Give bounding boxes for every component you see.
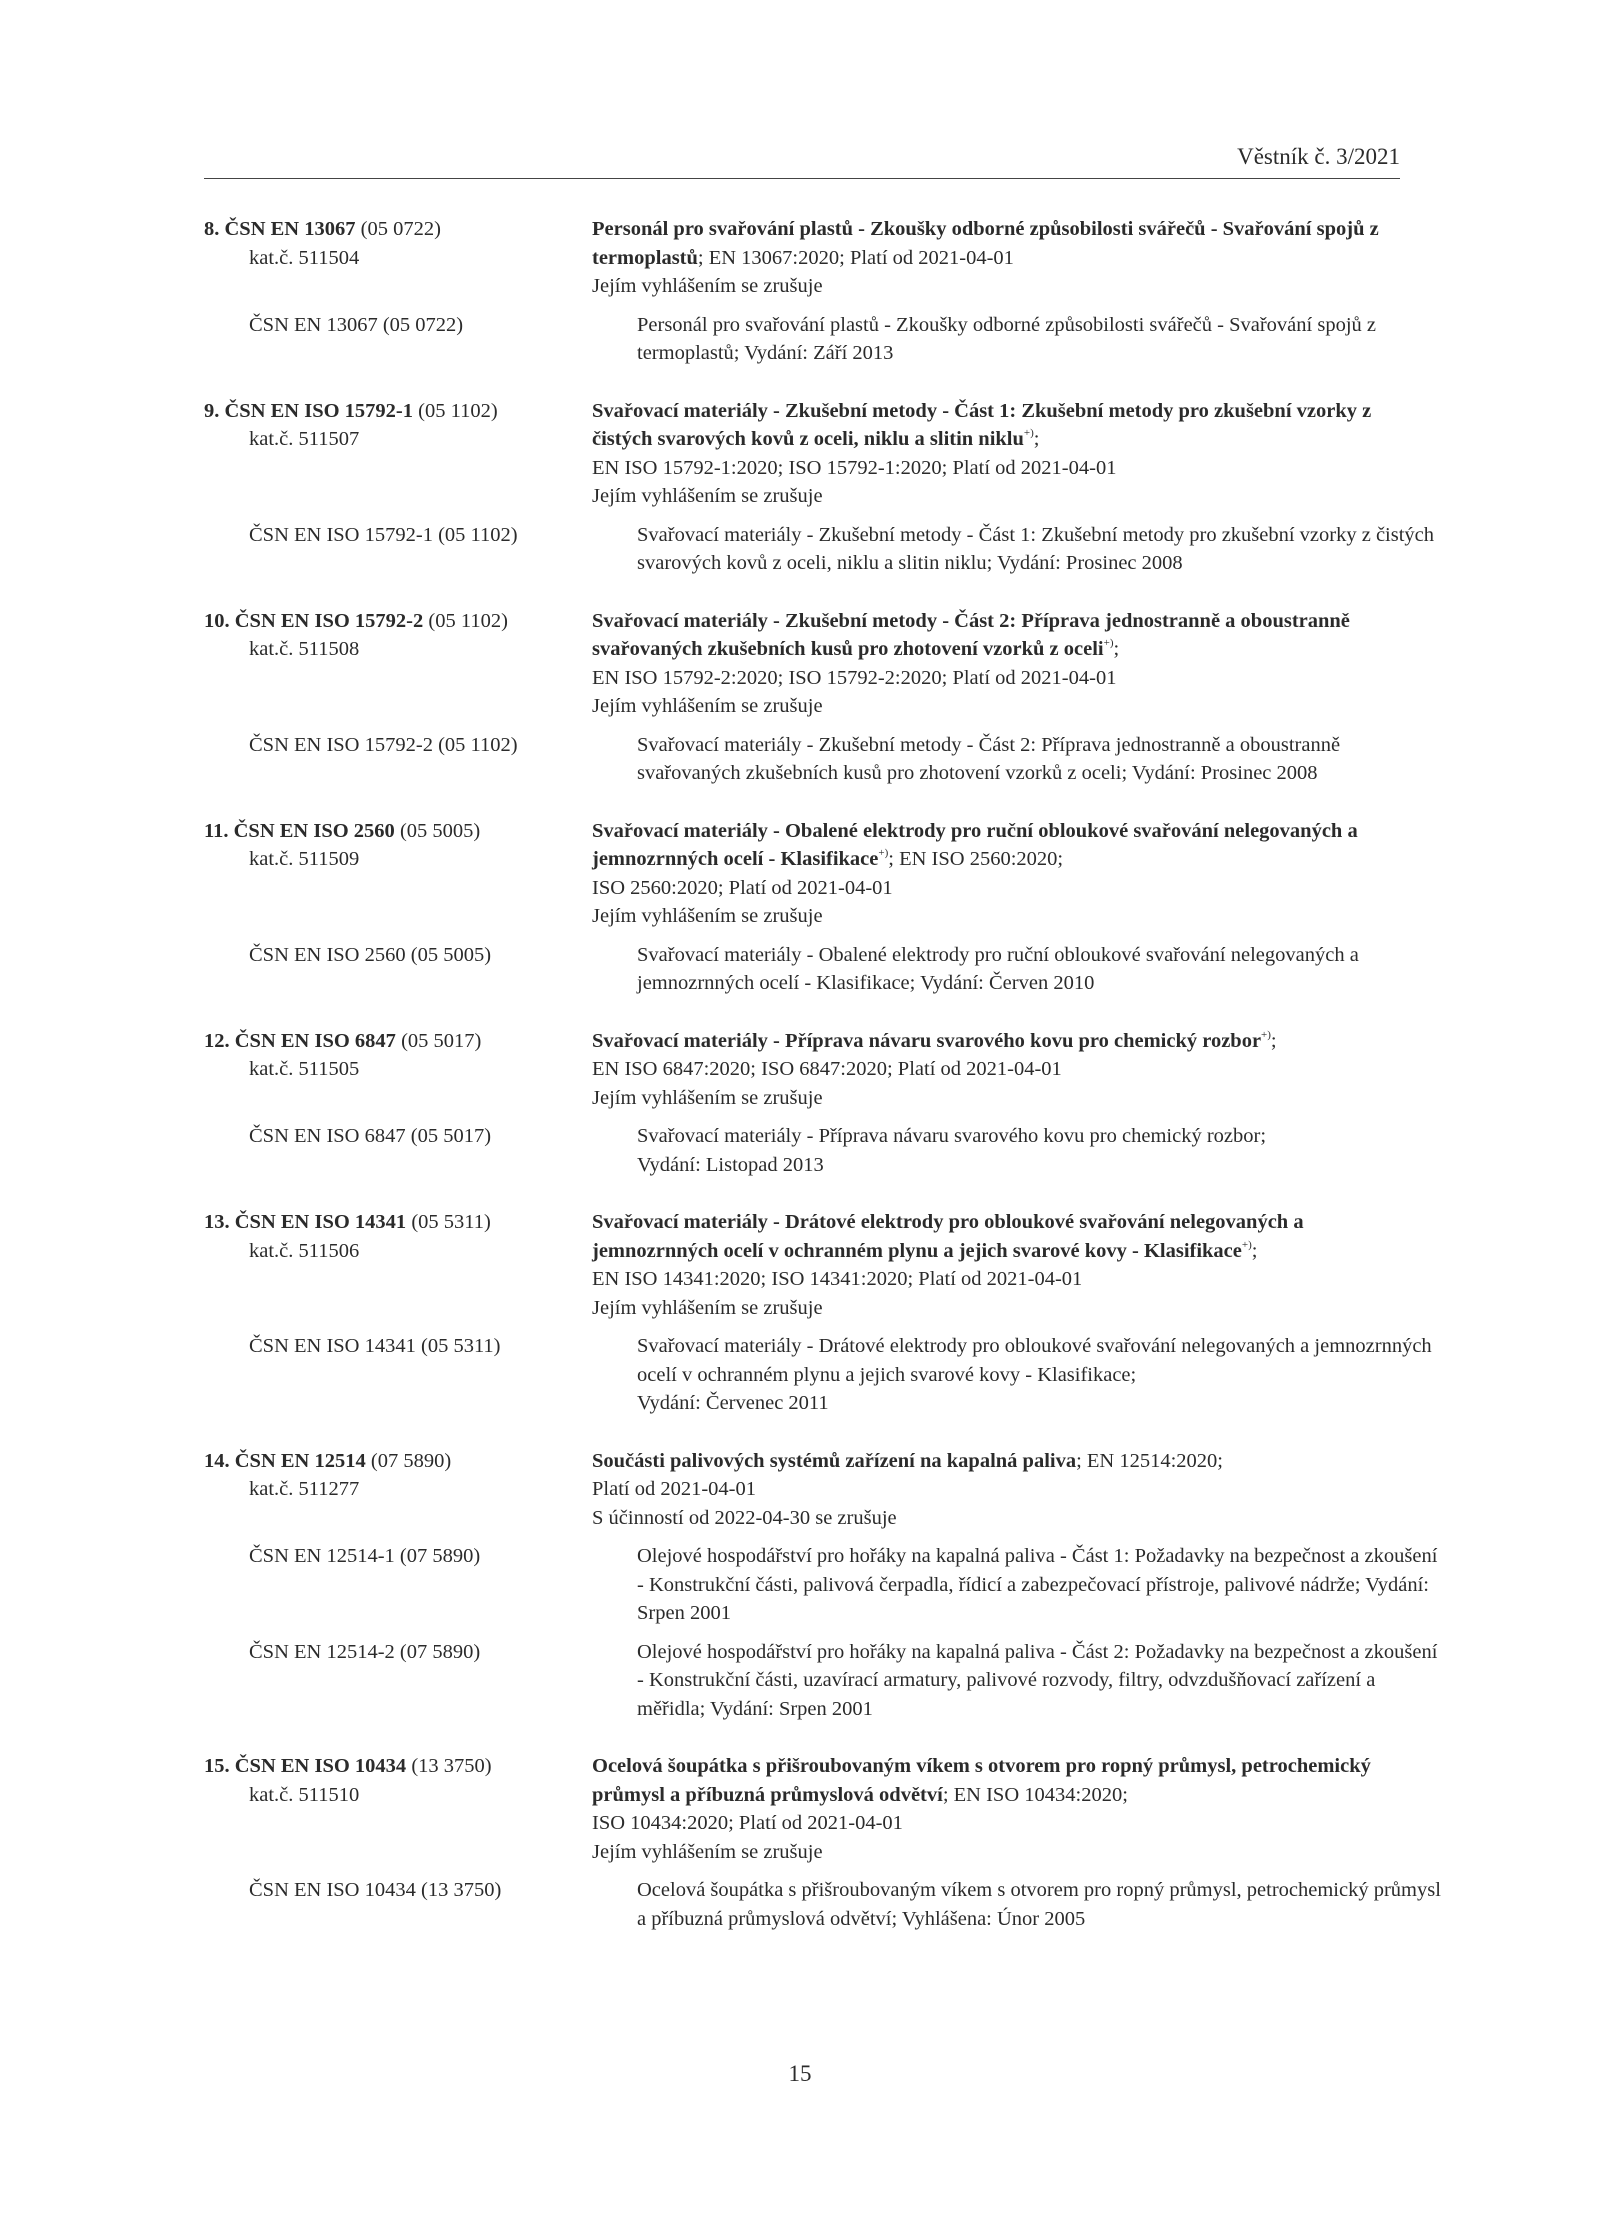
standard-class: (07 5890) bbox=[365, 1449, 452, 1472]
replaced-standard-row bbox=[204, 521, 1435, 578]
standard-title-block bbox=[592, 817, 1400, 903]
standard-description bbox=[592, 1208, 1400, 1322]
footnote-mark: +) bbox=[1103, 637, 1114, 649]
standard-code-line bbox=[204, 1208, 592, 1237]
catalog-number: kat.č. 511510 bbox=[249, 1783, 360, 1806]
standard-title-block bbox=[592, 1447, 1400, 1504]
standard-entry bbox=[204, 1208, 1432, 1418]
standard-entry bbox=[204, 1027, 1400, 1180]
withdrawal-note: Jejím vyhlášením se zrušuje bbox=[592, 905, 823, 927]
withdrawal-note: Jejím vyhlášením se zrušuje bbox=[592, 485, 823, 507]
standard-code: ČSN EN ISO 6847 bbox=[234, 1029, 396, 1052]
replaced-standard-title: Svařovací materiály - Zkušební metody - Část 2: Příprava jednostranně a oboustranně svařovaných zkušebních kusů pro zhotovení vzorků z oceli; Vydání: Prosinec 2008 bbox=[637, 733, 1341, 784]
standard-meta: ; EN ISO 15792-1:2020; ISO 15792-1:2020; Platí od 2021-04-01 bbox=[592, 428, 1117, 479]
standard-title-block bbox=[592, 397, 1400, 483]
journal-title: Věstník č. 3/2021 bbox=[1237, 144, 1400, 169]
standard-class: (05 5005) bbox=[394, 819, 481, 842]
standard-class: (05 0722) bbox=[355, 218, 441, 240]
standard-row bbox=[204, 1752, 1400, 1866]
standard-code: ČSN EN ISO 10434 bbox=[234, 1755, 407, 1777]
standard-class: (13 3750) bbox=[406, 1755, 492, 1777]
standard-meta: ; EN 12514:2020; Platí od 2021-04-01 bbox=[592, 1449, 1224, 1500]
standard-title: Svařovací materiály - Příprava návaru svarového kovu pro chemický rozbor bbox=[592, 1029, 1262, 1052]
catalog-number: kat.č. 511509 bbox=[249, 848, 360, 870]
standard-id bbox=[204, 607, 592, 721]
standard-description bbox=[592, 817, 1400, 931]
standard-row bbox=[204, 607, 1400, 721]
standard-code: ČSN EN ISO 2560 bbox=[233, 819, 395, 842]
standard-code: ČSN EN 13067 bbox=[224, 218, 356, 240]
standard-class: (05 5311) bbox=[406, 1211, 491, 1233]
replaced-standard-code: ČSN EN 12514-2 (07 5890) bbox=[249, 1640, 481, 1663]
standard-id bbox=[204, 817, 592, 931]
replaced-standard-title: Ocelová šoupátka s přišroubovaným víkem s otvorem pro ropný průmysl, petrochemický průmysl a příbuzná průmyslová odvětví; Vyhlášena: Únor 2005 bbox=[637, 1879, 1441, 1930]
standard-title-block bbox=[592, 607, 1400, 693]
standard-row bbox=[204, 1447, 1400, 1533]
standard-title: Součásti palivových systémů zařízení na kapalná paliva bbox=[592, 1449, 1077, 1472]
catalog-number: kat.č. 511504 bbox=[249, 246, 360, 269]
standard-description bbox=[592, 1447, 1400, 1533]
catalog-number: kat.č. 511505 bbox=[249, 1058, 360, 1080]
withdrawal-note: Jejím vyhlášením se zrušuje bbox=[592, 275, 823, 297]
standard-meta: ; EN ISO 15792-2:2020; ISO 15792-2:2020; Platí od 2021-04-01 bbox=[592, 638, 1120, 689]
standard-row bbox=[204, 1208, 1400, 1322]
withdrawal-note: Jejím vyhlášením se zrušuje bbox=[592, 1296, 823, 1319]
catalog-number: kat.č. 511506 bbox=[249, 1239, 360, 1262]
replaced-standard-code: ČSN EN 12514-1 (07 5890) bbox=[249, 1545, 481, 1567]
standard-title: Svařovací materiály - Zkušební metody - Část 1: Zkušební metody pro zkušební vzorky z čistých svarových kovů z oceli, niklu a slitin niklu bbox=[592, 399, 1372, 450]
standard-title-block bbox=[592, 215, 1400, 272]
replaced-standard-code: ČSN EN ISO 15792-2 (05 1102) bbox=[249, 733, 518, 756]
standard-id bbox=[204, 1752, 592, 1866]
page-header bbox=[204, 140, 1400, 179]
standard-id bbox=[204, 1447, 592, 1533]
standard-entry bbox=[204, 607, 1400, 788]
standard-title: Svařovací materiály - Obalené elektrody pro ruční obloukové svařování nelegovaných a jemnozrnných ocelí - Klasifikace bbox=[592, 819, 1358, 870]
standard-meta: ; EN ISO 10434:2020; ISO 10434:2020; Platí od 2021-04-01 bbox=[592, 1783, 1128, 1834]
replaced-standard-code: ČSN EN ISO 2560 (05 5005) bbox=[249, 943, 492, 966]
standard-code-line bbox=[204, 607, 592, 636]
standard-meta: ; EN ISO 6847:2020; ISO 6847:2020; Platí od 2021-04-01 bbox=[592, 1029, 1277, 1080]
standard-id bbox=[204, 1208, 592, 1322]
standard-description bbox=[592, 215, 1400, 301]
page-number: 15 bbox=[788, 2061, 812, 2086]
entry-number: 10. bbox=[204, 609, 230, 632]
standards-list bbox=[204, 215, 1441, 1962]
replaced-standard-title: Svařovací materiály - Příprava návaru svarového kovu pro chemický rozbor; Vydání: Listopad 2013 bbox=[637, 1125, 1267, 1176]
standard-meta: ; EN 13067:2020; Platí od 2021-04-01 bbox=[697, 246, 1014, 269]
standard-title-block bbox=[592, 1208, 1400, 1294]
standard-title-block bbox=[592, 1027, 1400, 1084]
standard-code: ČSN EN ISO 15792-1 bbox=[224, 399, 414, 422]
replaced-standard-row bbox=[204, 731, 1400, 788]
standard-meta: ; EN ISO 2560:2020; ISO 2560:2020; Platí od 2021-04-01 bbox=[592, 848, 1064, 899]
replaced-standard-row bbox=[204, 941, 1400, 998]
replaced-standard-title: Svařovací materiály - Drátové elektrody pro obloukové svařování nelegovaných a jemnozrnných ocelí v ochranném plynu a jejich svarové kovy - Klasifikace; Vydání: Červenec 2011 bbox=[637, 1335, 1432, 1414]
catalog-number: kat.č. 511507 bbox=[249, 428, 360, 450]
standard-code-line bbox=[204, 1027, 592, 1056]
replaced-standard-row bbox=[204, 1638, 1438, 1724]
replaced-standard-row bbox=[204, 311, 1400, 368]
catalog-number: kat.č. 511277 bbox=[249, 1478, 360, 1500]
standard-code-line bbox=[204, 817, 592, 846]
standard-code: ČSN EN ISO 14341 bbox=[234, 1211, 407, 1233]
standard-row bbox=[204, 817, 1400, 931]
entry-number: 13. bbox=[204, 1211, 230, 1233]
entry-number: 14. bbox=[204, 1449, 230, 1472]
standard-id bbox=[204, 397, 592, 511]
entry-number: 11. bbox=[204, 819, 229, 842]
catalog-number: kat.č. 511508 bbox=[249, 638, 360, 660]
replaced-standard-title: Olejové hospodářství pro hořáky na kapalná paliva - Část 1: Požadavky na bezpečnost a zkoušení - Konstrukční části, palivová čerpadla, řídicí a zabezpečovací přístroje, palivové nádrže; Vydání: Srpen 2001 bbox=[637, 1545, 1438, 1624]
standard-description bbox=[592, 1752, 1400, 1866]
standard-id bbox=[204, 1027, 592, 1113]
standard-class: (05 5017) bbox=[395, 1029, 482, 1052]
footnote-mark: +) bbox=[878, 847, 889, 859]
withdrawal-note: Jejím vyhlášením se zrušuje bbox=[592, 1840, 823, 1863]
standard-description bbox=[592, 397, 1400, 511]
entry-number: 9. bbox=[204, 399, 220, 422]
standard-row bbox=[204, 1027, 1400, 1113]
standard-entry bbox=[204, 397, 1435, 578]
footnote-mark: +) bbox=[1023, 427, 1034, 439]
replaced-standard-title: Olejové hospodářství pro hořáky na kapalná paliva - Část 2: Požadavky na bezpečnost a zkoušení - Konstrukční části, uzavírací armatury, palivové rozvody, filtry, odvzdušňovací zařízení a měřidla; Vydání: Srpen 2001 bbox=[637, 1640, 1438, 1720]
standard-entry bbox=[204, 1447, 1438, 1724]
withdrawal-note: Jejím vyhlášením se zrušuje bbox=[592, 695, 823, 717]
withdrawal-note: S účinností od 2022-04-30 se zrušuje bbox=[592, 1506, 897, 1529]
entry-number: 8. bbox=[204, 218, 220, 240]
standard-title: Svařovací materiály - Drátové elektrody pro obloukové svařování nelegovaných a jemnozrnných ocelí v ochranném plynu a jejich svarové kovy - Klasifikace bbox=[592, 1211, 1304, 1262]
standard-description bbox=[592, 1027, 1400, 1113]
standard-code-line bbox=[204, 215, 592, 244]
replaced-standard-title: Svařovací materiály - Obalené elektrody pro ruční obloukové svařování nelegovaných a jemnozrnných ocelí - Klasifikace; Vydání: Červen 2010 bbox=[637, 943, 1359, 994]
standard-entry bbox=[204, 817, 1400, 998]
standard-code: ČSN EN ISO 15792-2 bbox=[234, 609, 424, 632]
replaced-standard-row bbox=[204, 1122, 1400, 1179]
standard-description bbox=[592, 607, 1400, 721]
replaced-standard-row bbox=[204, 1542, 1438, 1628]
standard-code-line bbox=[204, 1447, 592, 1476]
entry-number: 12. bbox=[204, 1029, 230, 1052]
replaced-standard-row bbox=[204, 1876, 1441, 1933]
standard-title: Ocelová šoupátka s přišroubovaným víkem s otvorem pro ropný průmysl, petrochemický průmysl a příbuzná průmyslová odvětví bbox=[592, 1755, 1371, 1806]
standard-title: Svařovací materiály - Zkušební metody - Část 2: Příprava jednostranně a oboustranně svařovaných zkušebních kusů pro zhotovení vzorků z oceli bbox=[592, 609, 1350, 660]
standard-code-line bbox=[204, 397, 592, 426]
standard-class: (05 1102) bbox=[423, 609, 508, 632]
replaced-standard-title: Svařovací materiály - Zkušební metody - Část 1: Zkušební metody pro zkušební vzorky z čistých svarových kovů z oceli, niklu a slitin niklu; Vydání: Prosinec 2008 bbox=[637, 523, 1435, 574]
replaced-standard-code: ČSN EN ISO 6847 (05 5017) bbox=[249, 1125, 492, 1147]
standard-id bbox=[204, 215, 592, 301]
replaced-standard-row bbox=[204, 1332, 1432, 1418]
entry-number: 15. bbox=[204, 1755, 230, 1777]
standard-row bbox=[204, 215, 1400, 301]
replaced-standard-code: ČSN EN 13067 (05 0722) bbox=[249, 313, 464, 336]
replaced-standard-title: Personál pro svařování plastů - Zkoušky odborné způsobilosti svářečů - Svařování spojů z termoplastů; Vydání: Září 2013 bbox=[637, 313, 1377, 364]
standard-code-line bbox=[204, 1752, 592, 1781]
standard-title: Personál pro svařování plastů - Zkoušky odborné způsobilosti svářečů - Svařování spojů z termoplastů bbox=[592, 218, 1379, 269]
standard-entry bbox=[204, 1752, 1441, 1933]
withdrawal-note: Jejím vyhlášením se zrušuje bbox=[592, 1086, 823, 1109]
standard-code: ČSN EN 12514 bbox=[234, 1449, 366, 1472]
replaced-standard-code: ČSN EN ISO 10434 (13 3750) bbox=[249, 1879, 502, 1901]
footnote-mark: +) bbox=[1241, 1238, 1252, 1251]
replaced-standard-code: ČSN EN ISO 14341 (05 5311) bbox=[249, 1335, 501, 1357]
replaced-standard-code: ČSN EN ISO 15792-1 (05 1102) bbox=[249, 523, 518, 546]
standard-entry bbox=[204, 215, 1400, 368]
standard-class: (05 1102) bbox=[413, 399, 498, 422]
standard-meta: ; EN ISO 14341:2020; ISO 14341:2020; Platí od 2021-04-01 bbox=[592, 1239, 1258, 1290]
footnote-mark: +) bbox=[1261, 1028, 1271, 1041]
standard-row bbox=[204, 397, 1400, 511]
standard-title-block bbox=[592, 1752, 1400, 1838]
